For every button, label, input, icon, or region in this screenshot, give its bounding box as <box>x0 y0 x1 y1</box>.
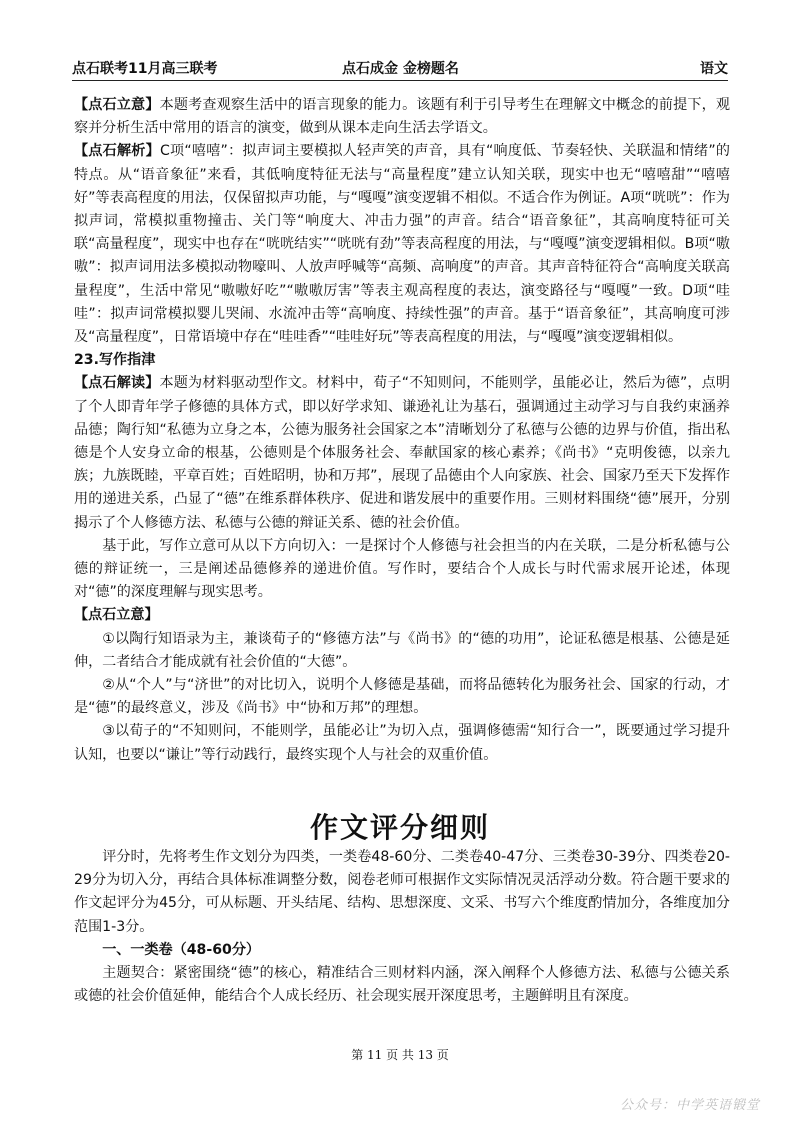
header-subject: 语文 <box>700 61 728 77</box>
q22-analysis <box>74 140 730 349</box>
page-header <box>72 58 728 81</box>
answer-content <box>74 94 730 767</box>
intent-label: 【点石立意】 <box>74 97 160 113</box>
rubric-intro: 评分时，先将考生作文划分为四类，一类卷48-60分、二类卷40-47分、三类卷30-39分、四类卷20-29分为切入分，再结合具体标准调整分数，阅卷老师可根据作文实际情况灵活浮动分数。符合题干要求的作文起评分为45分，可从标题、开头结尾、结构、思想深度、文采、书写六个维度酌情加分，各维度加分范围1-3分。 <box>74 849 730 935</box>
class1-text: 主题契合：紧密围绕“德”的核心，精准结合三则材料内涵，深入阐释个人修德方法、私德与公德关系或德的社会价值延伸，能结合个人成长经历、社会现实展开深度思考，主题鲜明且有深度。 <box>74 965 730 1005</box>
intent-point-2: ②从“个人”与“济世”的对比切入，说明个人修德是基础，而将品德转化为服务社会、国家的行动，才是“德”的最终意义，涉及《尚书》中“协和万邦”的理想。 <box>74 677 730 717</box>
q23-reading <box>74 372 730 534</box>
header-exam-name: 点石联考11月高三联考 <box>72 61 218 77</box>
q23-approach: 基于此，写作立意可从以下方向切入：一是探讨个人修德与社会担当的内在关联，二是分析私德与公德的辩证统一，三是阐述品德修养的递进价值。写作时，要结合个人成长与时代需求展开论述，体现对“德”的深度理解与现实思考。 <box>74 537 730 601</box>
page-number: 第 11 页 共 13 页 <box>351 1048 449 1062</box>
analysis-text: C项“嘻嘻”：拟声词主要模拟人轻声笑的声音，具有“响度低、节奏轻快、关联温和情绪”的特点。从“语音象征”来看，其低响度特征无法与“高量程度”建立认知关联，现实中也无“嘻嘻甜”“嘻嘻好”等表高程度的用法，仅保留拟声功能，与“嘎嘎”演变逻辑不相似。不适合作为例证。A项“咣咣”：作为拟声词，常模拟重物撞击、关门等“响度大、冲击力强”的声音。结合“语音象征”，其高响度特征可关联“高量程度”，现实中也存在“咣咣结实”“咣咣有劲”等表高程度的用法，与“嘎嘎”演变逻辑相似。B项“嗷嗷”：拟声词用法多模拟动物嚎叫、人放声呼喊等“高频、高响度”的声音。其声音特征符合“高响度关联高量程度”，生活中常见“嗷嗷好吃”“嗷嗷厉害”等表主观高程度的表达，演变路径与“嘎嘎”一致。D项“哇哇”：拟声词常模拟婴儿哭闹、水流冲击等“高响度、持续性强”的声音。基于“语音象征”，其高响度可涉及“高量程度”，日常语境中存在“哇哇香”“哇哇好玩”等表高程度的用法，与“嘎嘎”演变逻辑相似。 <box>74 143 731 346</box>
class1-heading: 一、一类卷（48-60分） <box>102 941 261 958</box>
reading-label: 【点石解读】 <box>74 375 160 392</box>
q22-intent <box>74 94 730 140</box>
reading-text: 本题为材料驱动型作文。材料中，荀子“不知则问，不能则学，虽能必让，然后为德”，点明了个人即青年学子修德的具体方式，即以好学求知、谦逊礼让为基石，强调通过主动学习与自我约束涵养品德；陶行知“私德为立身之本，公德为服务社会国家之本”清晰划分了私德与公德的边界与价值，指出私德是个人安身立命的根基，公德则是个体服务社会、奉献国家的核心素养；《尚书》“克明俊德，以亲九族；九族既睦，平章百姓；百姓昭明，协和万邦”，展现了品德由个人向家族、社会、国家乃至天下发挥作用的递进关系，凸显了“德”在维系群体秩序、促进和谐发展中的重要作用。三则材料围绕“德”展开，分别揭示了个人修德方法、私德与公德的辩证关系、德的社会价值。 <box>74 375 730 531</box>
rubric-title: 作文评分细则 <box>309 811 490 844</box>
watermark: 公众号：中学英语锻堂 <box>619 1098 760 1113</box>
intent-point-3: ③以荀子的“不知则问，不能则学，虽能必让”为切入点，强调修德需“知行合一”，既要通过学习提升认知，也要以“谦让”等行动践行，最终实现个人与社会的双重价值。 <box>74 723 730 763</box>
analysis-label: 【点石解析】 <box>74 143 160 160</box>
q23-intent-label: 【点石立意】 <box>74 607 159 624</box>
rubric-content <box>74 846 730 1008</box>
intent-point-1: ①以陶行知语录为主，兼谈荀子的“修德方法”与《尚书》的“德的功用”，论证私德是根基、公德是延伸，二者结合才能成就有社会价值的“大德”。 <box>74 630 730 670</box>
header-motto: 点石成金 金榜题名 <box>342 61 459 77</box>
q23-heading: 23.写作指津 <box>74 352 156 369</box>
intent-text: 本题考查观察生活中的语言现象的能力。该题有利于引导考生在理解文中概念的前提下，观察并分析生活中常用的语言的演变，做到从课本走向生活去学语文。 <box>74 97 731 137</box>
